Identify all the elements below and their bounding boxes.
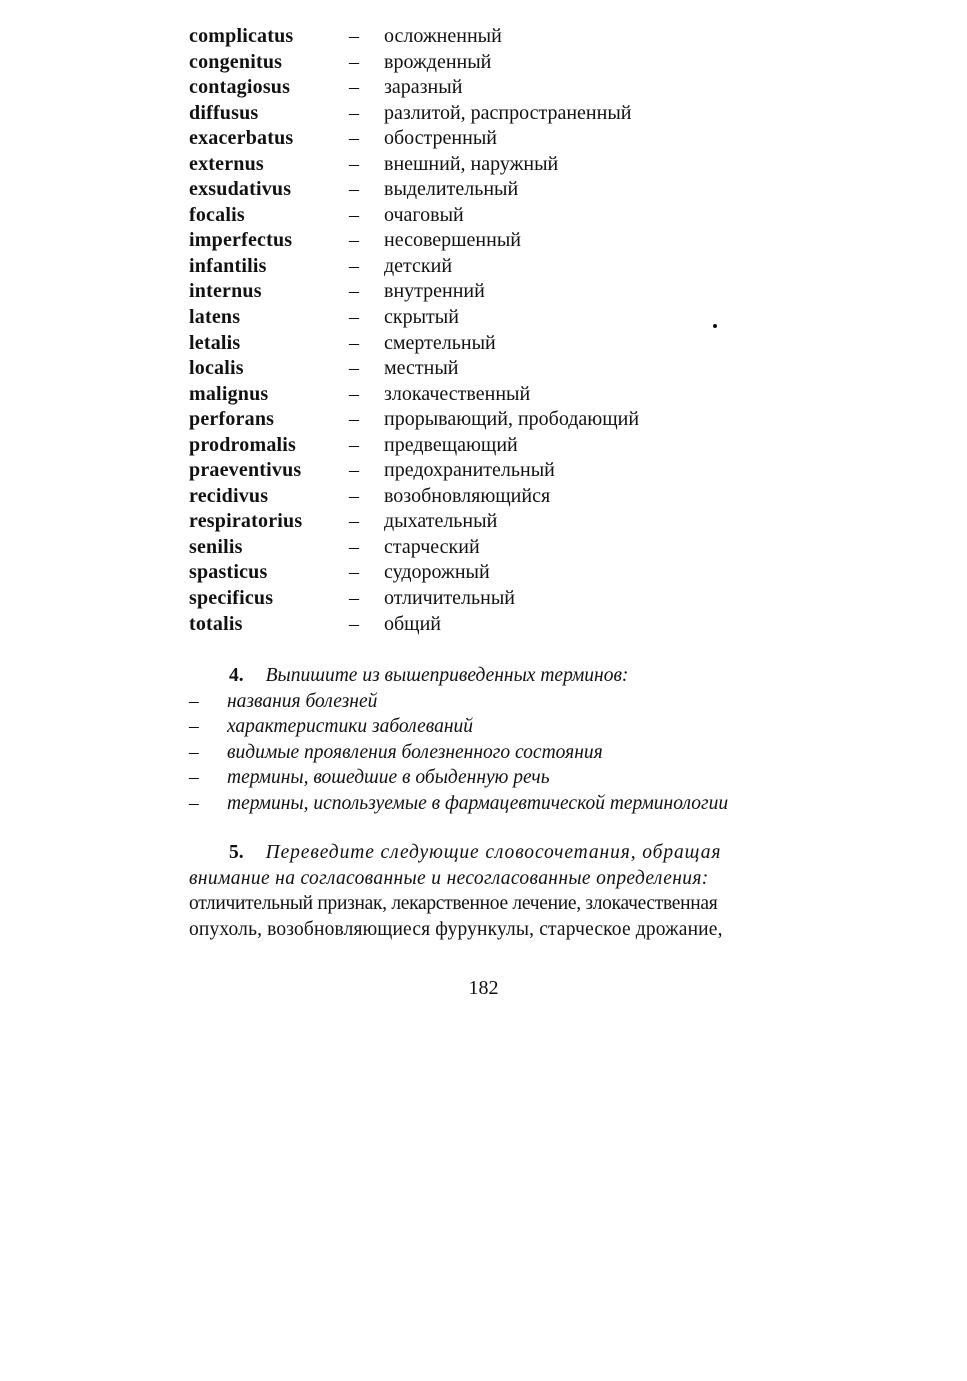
vocab-row bbox=[189, 152, 809, 178]
vocab-dash: – bbox=[349, 484, 359, 507]
vocab-definition: скрытый bbox=[384, 306, 459, 329]
vocab-definition: внешний, наружный bbox=[384, 152, 559, 175]
vocab-definition: общий bbox=[384, 612, 441, 635]
exercise-5-number: 5. bbox=[229, 842, 244, 863]
vocab-dash: – bbox=[349, 203, 359, 226]
vocab-dash: – bbox=[349, 561, 359, 584]
vocab-dash: – bbox=[349, 535, 359, 558]
vocab-definition: заразный bbox=[384, 76, 463, 99]
vocab-dash: – bbox=[349, 306, 359, 329]
vocab-term: letalis bbox=[189, 331, 241, 354]
vocab-dash: – bbox=[349, 382, 359, 405]
vocab-row bbox=[189, 24, 809, 50]
exercise-4-item-text: термины, используемые в фармацевтической терминологии bbox=[227, 792, 729, 814]
vocab-term: infantilis bbox=[189, 254, 267, 277]
vocab-row bbox=[189, 203, 809, 229]
vocab-dash: – bbox=[349, 357, 359, 380]
vocab-row bbox=[189, 50, 809, 76]
vocab-definition: возобновляющийся bbox=[384, 484, 551, 507]
vocab-row bbox=[189, 484, 809, 510]
vocab-dash: – bbox=[349, 433, 359, 456]
vocab-term: focalis bbox=[189, 203, 245, 226]
vocab-term: malignus bbox=[189, 382, 269, 405]
vocab-row bbox=[189, 433, 809, 459]
vocab-term: senilis bbox=[189, 535, 243, 558]
vocab-term: internus bbox=[189, 280, 262, 303]
vocab-term: spasticus bbox=[189, 561, 268, 584]
vocab-definition: смертельный bbox=[384, 331, 496, 354]
vocab-term: perforans bbox=[189, 408, 275, 431]
exercise-4-items bbox=[189, 689, 789, 816]
vocab-definition: осложненный bbox=[384, 25, 502, 47]
vocab-term: localis bbox=[189, 357, 244, 380]
vocab-dash: – bbox=[349, 178, 359, 201]
vocab-term: complicatus bbox=[189, 25, 294, 47]
exercise-4-item-dash: – bbox=[189, 741, 199, 763]
exercise-4-item-dash: – bbox=[189, 716, 199, 738]
exercise-4-item-text: характеристики заболеваний bbox=[227, 716, 474, 738]
vocab-row bbox=[189, 254, 809, 280]
vocab-dash: – bbox=[349, 152, 359, 175]
vocab-dash: – bbox=[349, 510, 359, 533]
vocab-definition: детский bbox=[384, 254, 453, 277]
exercise-5-text-line2: опухоль, возобновляющиеся фурункулы, старческое дрожание, bbox=[189, 918, 723, 940]
vocab-definition: старческий bbox=[384, 535, 480, 558]
vocab-dash: – bbox=[349, 229, 359, 252]
vocab-term: imperfectus bbox=[189, 229, 293, 252]
exercise-4-item bbox=[189, 714, 789, 739]
vocab-term: externus bbox=[189, 152, 264, 175]
vocab-definition: несовершенный bbox=[384, 229, 521, 252]
exercise-4-item-text: термины, вошедшие в обыденную речь bbox=[227, 767, 550, 789]
exercise-5-heading bbox=[189, 840, 781, 866]
vocab-term: praeventivus bbox=[189, 459, 302, 482]
vocab-definition: предохранительный bbox=[384, 459, 555, 482]
vocab-row bbox=[189, 509, 809, 535]
stray-dot bbox=[713, 324, 717, 328]
vocab-term: exsudativus bbox=[189, 178, 292, 201]
vocab-dash: – bbox=[349, 280, 359, 303]
vocab-term: diffusus bbox=[189, 101, 259, 124]
vocab-definition: врожденный bbox=[384, 50, 492, 73]
vocab-term: contagiosus bbox=[189, 76, 291, 99]
exercise-4-item bbox=[189, 791, 789, 816]
exercise-5-text-line1: отличительный признак, лекарственное лечение, злокачественная bbox=[189, 893, 718, 914]
vocab-term: totalis bbox=[189, 612, 243, 635]
exercise-4-heading bbox=[189, 663, 789, 689]
vocab-row bbox=[189, 458, 809, 484]
vocab-term: specificus bbox=[189, 587, 274, 610]
vocab-term: prodromalis bbox=[189, 433, 297, 456]
exercise-4-number: 4. bbox=[229, 665, 244, 686]
vocab-dash: – bbox=[349, 331, 359, 354]
exercise-4-item bbox=[189, 740, 789, 765]
exercise-4-item bbox=[189, 765, 789, 790]
vocab-term: respiratorius bbox=[189, 510, 303, 533]
vocabulary-list bbox=[189, 24, 809, 637]
vocab-dash: – bbox=[349, 76, 359, 99]
vocab-definition: выделительный bbox=[384, 178, 519, 201]
exercise-4-item-dash: – bbox=[189, 792, 199, 814]
vocab-row bbox=[189, 331, 809, 357]
vocab-term: congenitus bbox=[189, 50, 283, 73]
vocab-definition: судорожный bbox=[384, 561, 490, 584]
vocab-row bbox=[189, 586, 809, 612]
vocab-definition: предвещающий bbox=[384, 433, 518, 456]
exercise-4-item-text: видимые проявления болезненного состояния bbox=[227, 741, 603, 763]
vocab-dash: – bbox=[349, 127, 359, 150]
exercise-4-item bbox=[189, 689, 789, 714]
exercise-5-instruction-line1: Переведите следующие словосочетания, обращая bbox=[265, 842, 722, 863]
vocab-dash: – bbox=[349, 459, 359, 482]
vocab-definition: прорывающий, прободающий bbox=[384, 408, 640, 431]
vocab-row bbox=[189, 382, 809, 408]
exercise-5 bbox=[189, 840, 781, 942]
vocab-definition: разлитой, распространенный bbox=[384, 101, 632, 124]
vocab-row bbox=[189, 279, 809, 305]
vocab-definition: злокачественный bbox=[384, 382, 531, 405]
vocab-row bbox=[189, 126, 809, 152]
exercise-4 bbox=[189, 663, 789, 816]
vocab-row bbox=[189, 177, 809, 203]
vocab-row bbox=[189, 228, 809, 254]
vocab-dash: – bbox=[349, 587, 359, 610]
vocab-row bbox=[189, 101, 809, 127]
page-number: 182 bbox=[468, 977, 499, 999]
vocab-dash: – bbox=[349, 408, 359, 431]
vocab-row bbox=[189, 535, 809, 561]
vocab-row bbox=[189, 407, 809, 433]
vocab-definition: дыхательный bbox=[384, 510, 498, 533]
exercise-4-item-dash: – bbox=[189, 767, 199, 789]
vocab-term: latens bbox=[189, 306, 241, 329]
vocab-dash: – bbox=[349, 612, 359, 635]
vocab-dash: – bbox=[349, 50, 359, 73]
vocab-term: recidivus bbox=[189, 484, 269, 507]
exercise-5-instruction-line2: внимание на согласованные и несогласованные определения: bbox=[189, 867, 709, 889]
vocab-definition: местный bbox=[384, 357, 459, 380]
exercise-4-item-dash: – bbox=[189, 691, 199, 712]
vocab-definition: внутренний bbox=[384, 280, 485, 303]
vocab-row bbox=[189, 75, 809, 101]
vocab-dash: – bbox=[349, 101, 359, 124]
exercise-4-instruction: Выпишите из вышеприведенных терминов: bbox=[265, 665, 629, 686]
vocab-row bbox=[189, 612, 809, 638]
vocab-row bbox=[189, 356, 809, 382]
vocab-definition: очаговый bbox=[384, 203, 464, 226]
vocab-term: exacerbatus bbox=[189, 127, 294, 150]
exercise-4-item-text: названия болезней bbox=[227, 691, 378, 712]
vocab-dash: – bbox=[349, 254, 359, 277]
vocab-dash: – bbox=[349, 25, 359, 47]
vocab-row bbox=[189, 560, 809, 586]
vocab-definition: обостренный bbox=[384, 127, 497, 150]
vocab-definition: отличительный bbox=[384, 587, 515, 610]
